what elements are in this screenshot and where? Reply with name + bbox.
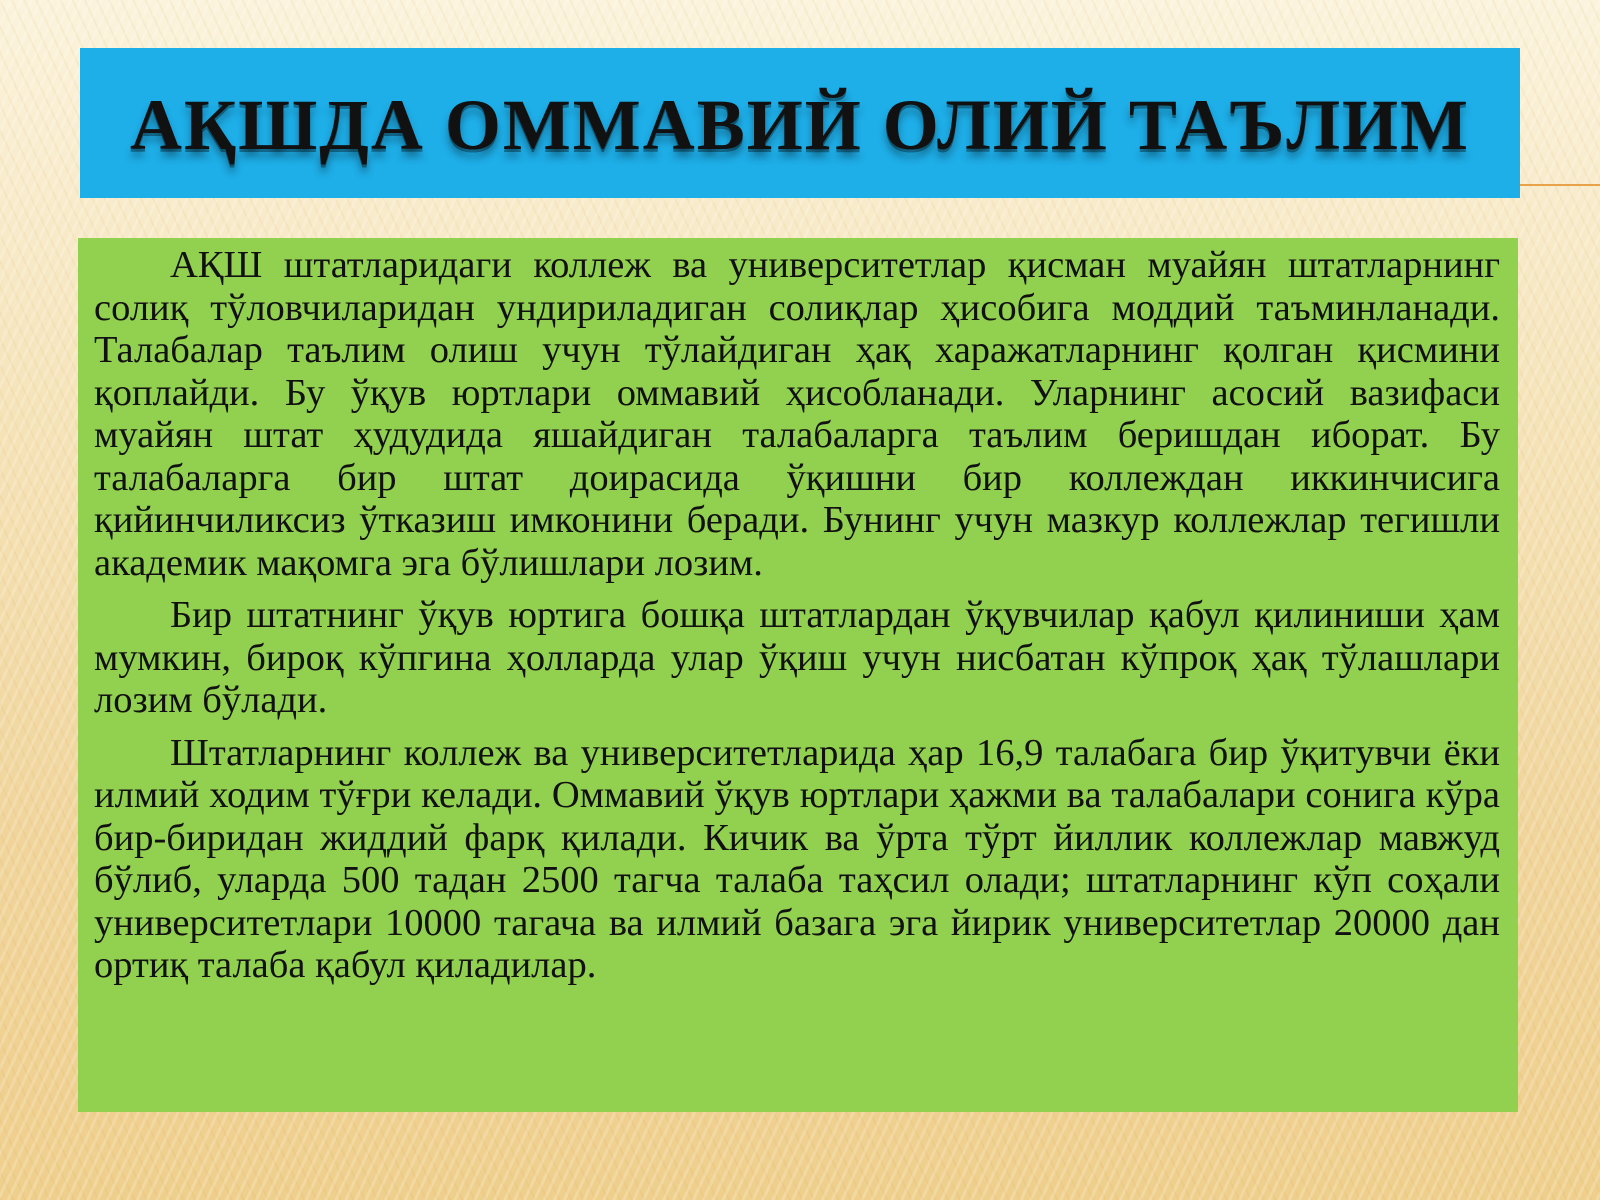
paragraph-statistics: Штатларнинг коллеж ва университетларида ҳар 16,9 талабага бир ўқитувчи ёки илмий ходим тўғри келади. Оммавий ўқув юртлари ҳажми ва талабалари сонига кўра бир-биридан жиддий фарқ қилади. Кичик ва ўрта тўрт йиллик коллежлар мавжуд бўлиб, уларда 500 тадан 2500 тагча талаба таҳсил олади; штатларнинг кўп соҳали университетлари 10000 тагача ва илмий базага эга йирик университетлар 20000 дан ортиқ талаба қабул қиладилар. (94, 731, 1500, 986)
content-box (78, 238, 1518, 1112)
title-bar (80, 48, 1520, 198)
slide-title: АҚШДА ОММАВИЙ ОЛИЙ ТАЪЛИМ (130, 84, 1470, 165)
paragraph-funding: АҚШ штатларидаги коллеж ва университетлар қисман муайян штатларнинг солиқ тўловчиларидан ундириладиган солиқлар ҳисобига моддий таъминланади. Талабалар таълим олиш учун тўлайдиган ҳақ харажатларнинг қолган қисмини қоплайди. Бу ўқув юртлари оммавий ҳисобланади. Уларнинг асосий вазифаси муайян штат ҳудудида яшайдиган талабаларга таълим беришдан иборат. Бу талабаларга бир штат доирасида ўқишни бир коллеждан иккинчисига қийинчиликсиз ўтказиш имконини беради. Бунинг учун мазкур коллежлар тегишли академик мақомга эга бўлишлари лозим. (94, 244, 1500, 584)
paragraph-out-of-state: Бир штатнинг ўқув юртига бошқа штатлардан ўқувчилар қабул қилиниши ҳам мумкин, бироқ кўпгина ҳолларда улар ўқиш учун нисбатан кўпроқ ҳақ тўлашлари лозим бўлади. (94, 594, 1500, 721)
